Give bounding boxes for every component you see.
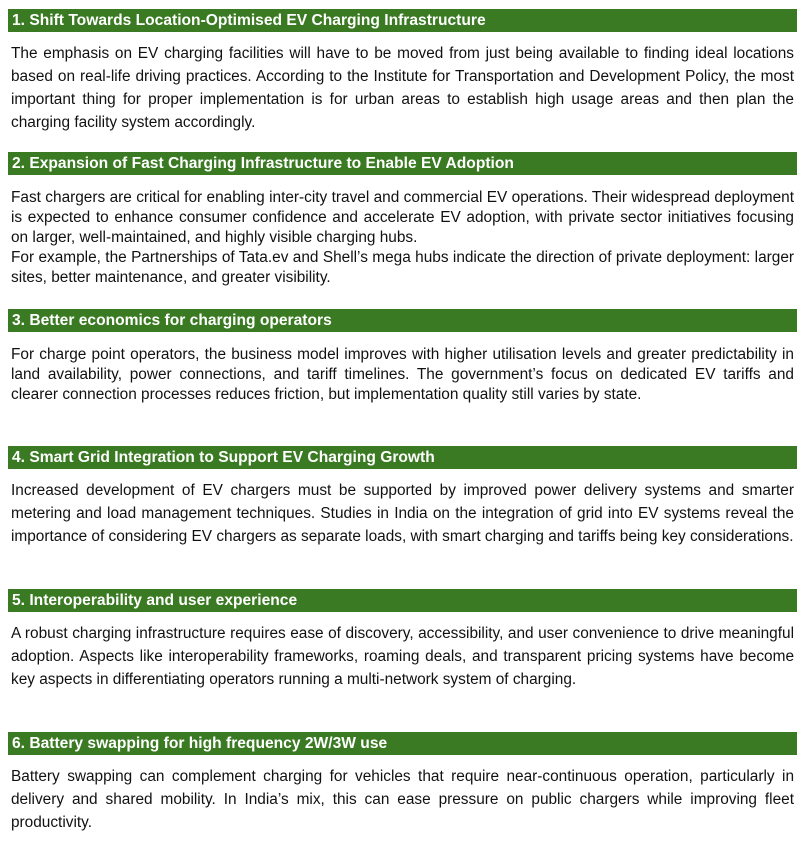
paragraph: For charge point operators, the business model improves with higher utilisation levels and greater predictability in land availability, power connections, and tariff timelines. The government’s focus on dedicated EV tariffs and clearer connection processes reduces friction, but implementation quality still varies by state.: [11, 346, 794, 403]
section-heading: 3. Better economics for charging operators: [8, 309, 797, 332]
section-body: [8, 345, 797, 405]
paragraph: Increased development of EV chargers must be supported by improved power delivery systems and smarter metering and load management techniques. Studies in India on the integration of grid into EV systems reveal the importance of considering EV chargers as separate loads, with smart charging and tariffs being key considerations.: [11, 482, 794, 545]
section-body: [8, 622, 797, 691]
paragraph: A robust charging infrastructure requires ease of discovery, accessibility, and user convenience to drive meaningful adoption. Aspects like interoperability frameworks, roaming deals, and transparent pricing systems have become key aspects in differentiating operators running a multi-network system of charging.: [11, 625, 794, 688]
section-fast-charging-expansion: [8, 152, 797, 288]
paragraph: Battery swapping can complement charging for vehicles that require near-continuous operation, particularly in delivery and shared mobility. In India’s mix, this can ease pressure on public chargers while improving fleet productivity.: [11, 768, 794, 831]
section-smart-grid-integration: [8, 446, 797, 548]
section-heading: 6. Battery swapping for high frequency 2W/3W use: [8, 732, 797, 755]
section-body: [8, 42, 797, 134]
paragraph: The emphasis on EV charging facilities will have to be moved from just being available to finding ideal locations based on real-life driving practices. According to the Institute for Transportation and Development Policy, the most important thing for proper implementation is for urban areas to establish high usage areas and then plan the charging facility system accordingly.: [11, 45, 794, 131]
section-heading: 5. Interoperability and user experience: [8, 589, 797, 612]
section-body: [8, 479, 797, 548]
section-charging-operator-economics: [8, 309, 797, 405]
paragraph: For example, the Partnerships of Tata.ev and Shell’s mega hubs indicate the direction of private deployment: larger sites, better maintenance, and greater visibility.: [11, 249, 794, 286]
section-body: [8, 188, 797, 288]
section-heading: 2. Expansion of Fast Charging Infrastructure to Enable EV Adoption: [8, 152, 797, 175]
section-battery-swapping: [8, 732, 797, 834]
paragraph: Fast chargers are critical for enabling inter-city travel and commercial EV operations. Their widespread deployment is expected to enhance consumer confidence and accelerate EV adoption, with private sector initiatives focusing on larger, well-maintained, and highly visible charging hubs.: [11, 189, 794, 246]
section-heading: 4. Smart Grid Integration to Support EV Charging Growth: [8, 446, 797, 469]
section-heading: 1. Shift Towards Location-Optimised EV Charging Infrastructure: [8, 9, 797, 32]
section-location-optimised-charging: [8, 9, 797, 134]
section-body: [8, 765, 797, 834]
section-interoperability: [8, 589, 797, 691]
